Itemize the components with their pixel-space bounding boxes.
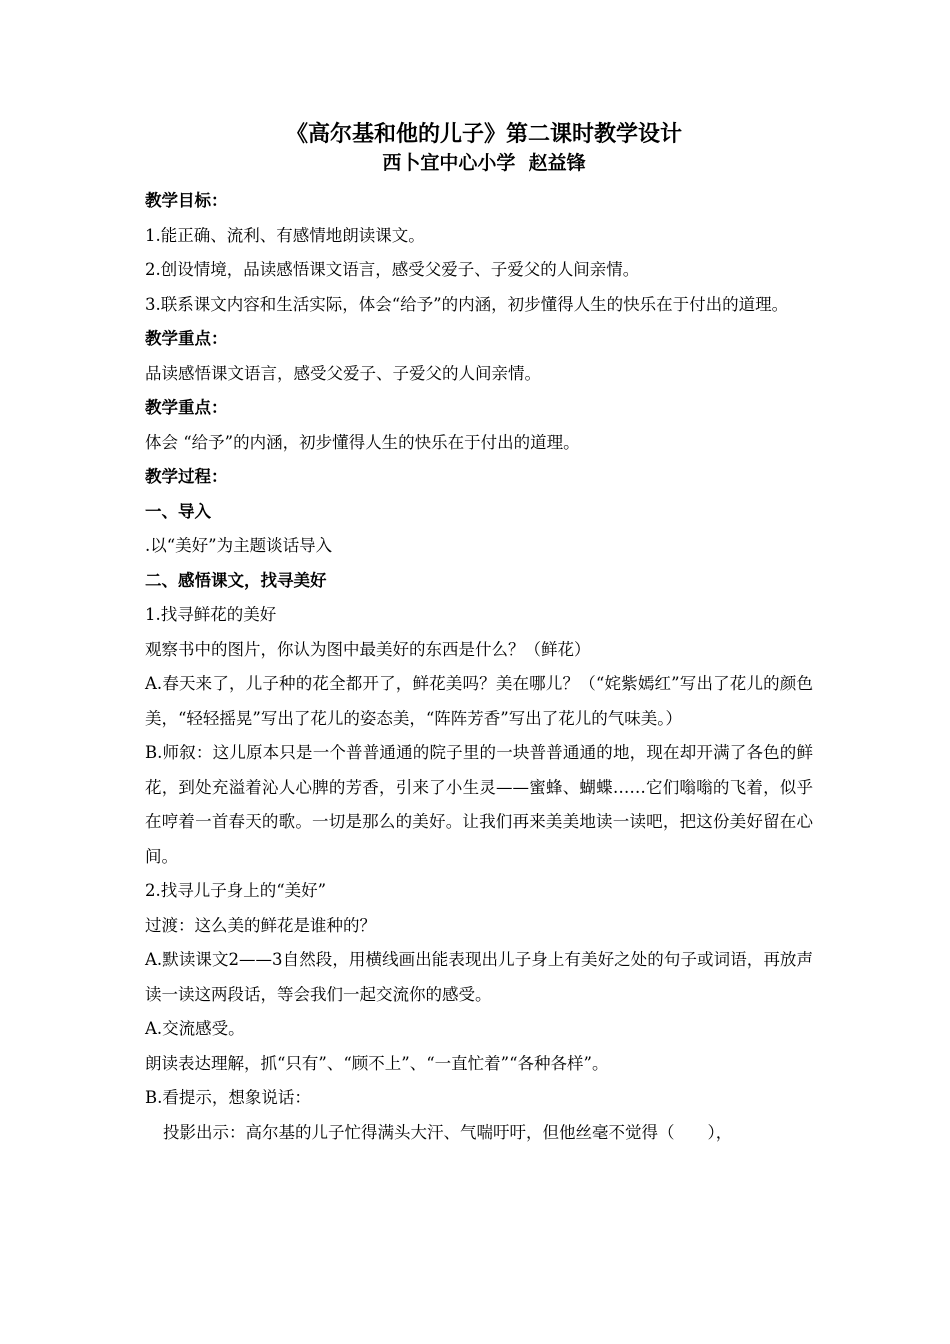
step-2-a2: A.交流感受。 xyxy=(145,1019,245,1038)
document-author: 西卜宜中心小学 赵益锋 xyxy=(382,152,586,174)
step-1-intro: 观察书中的图片，你认为图中最美好的东西是什么？（鲜花） xyxy=(145,639,591,659)
goal-item-1: 1.能正确、流利、有感情地朗读课文。 xyxy=(145,225,425,245)
focus-text: 品读感悟课文语言，感受父爱子、子爱父的人间亲情。 xyxy=(145,363,541,383)
document-title: 《高尔基和他的儿子》第二课时教学设计 xyxy=(285,122,682,147)
document-body xyxy=(145,120,813,1150)
section-2-heading: 二、感悟课文，找寻美好 xyxy=(145,570,327,590)
process-heading: 教学过程： xyxy=(145,467,228,486)
section-1-heading: 一、导入 xyxy=(145,501,211,521)
step-2-title: 2.找寻儿子身上的“美好” xyxy=(145,881,327,900)
step-2-a: A.默读课文2——3自然段，用横线画出能表现出儿子身上有美好之处的句子或词语，再放声读一读这两段话，等会我们一起交流你的感受。 xyxy=(145,950,813,1004)
difficulty-heading: 教学重点： xyxy=(145,398,228,417)
step-1-b: B.师叙：这儿原本只是一个普普通通的院子里的一块普普通通的地，现在却开满了各色的鲜花，到处充溢着沁人心脾的芳香，引来了小生灵——蜜蜂、蝴蝶……它们嗡嗡的飞着，似乎在哼着一首春天的歌。一切是那么的美好。让我们再来美美地读一读吧，把这份美好留在心间。 xyxy=(145,743,813,866)
goal-item-2: 2.创设情境，品读感悟课文语言，感受父爱子、子爱父的人间亲情。 xyxy=(145,260,640,279)
goals-heading: 教学目标： xyxy=(145,191,228,210)
section-1-text: .以“美好”为主题谈话导入 xyxy=(145,536,333,555)
goal-item-3: 3.联系课文内容和生活实际，体会“给予”的内涵，初步懂得人生的快乐在于付出的道理。 xyxy=(145,294,789,314)
step-1-title: 1.找寻鲜花的美好 xyxy=(145,605,277,624)
step-2-transition: 过渡：这么美的鲜花是谁种的？ xyxy=(145,915,376,935)
step-2-read: 朗读表达理解，抓“只有”、“顾不上”、“一直忙着”“各种各样”。 xyxy=(145,1053,609,1073)
step-2-b: B.看提示，想象说话： xyxy=(145,1088,311,1107)
step-1-a: A.春天来了，儿子种的花全都开了，鲜花美吗？美在哪儿？（“姹紫嫣红”写出了花儿的颜色美，“轻轻摇晃”写出了花儿的姿态美，“阵阵芳香”写出了花儿的气味美。） xyxy=(145,674,813,728)
focus-heading: 教学重点： xyxy=(145,329,228,348)
step-2-projection: 投影出示：高尔基的儿子忙得满头大汗、气喘吁吁，但他丝毫不觉得（ ）， xyxy=(163,1122,733,1142)
difficulty-text: 体会 “给予”的内涵，初步懂得人生的快乐在于付出的道理。 xyxy=(145,432,580,452)
